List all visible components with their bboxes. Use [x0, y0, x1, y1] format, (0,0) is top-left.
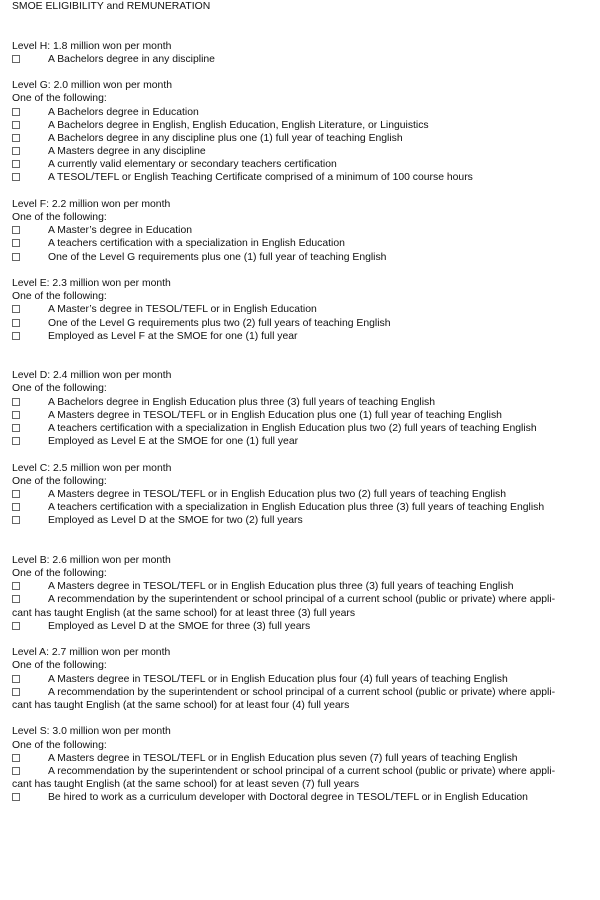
list-item-text: Be hired to work as a curriculum developer with Doctoral degree in TESOL/TEFL or in English Education	[48, 792, 528, 804]
list-item	[12, 303, 588, 316]
list-item	[12, 435, 588, 448]
checkbox-bullet-icon	[12, 134, 20, 142]
list-item-text: Employed as Level D at the SMOE for three (3) full years	[48, 620, 311, 632]
list-item-text: A recommendation by the superintendent or school principal of a current school (public or private) where appli-	[48, 765, 556, 777]
checkbox-bullet-icon	[12, 160, 20, 168]
checkbox-bullet-icon	[12, 516, 20, 524]
checkbox-bullet-icon	[12, 595, 20, 603]
section-subheading: One of the following:	[12, 660, 107, 672]
spacer	[12, 264, 588, 277]
checkbox-bullet-icon	[12, 767, 20, 775]
list-item-text: A Masters degree in TESOL/TEFL or in English Education plus four (4) full years of teaching English	[48, 673, 508, 685]
checkbox-bullet-icon	[12, 239, 20, 247]
checkbox-bullet-icon	[12, 411, 20, 419]
list-item	[12, 106, 588, 119]
checkbox-bullet-icon	[12, 226, 20, 234]
checkbox-bullet-icon	[12, 754, 20, 762]
list-item	[12, 752, 588, 765]
list-item-text: One of the Level G requirements plus one (1) full year of teaching English	[48, 251, 387, 263]
spacer	[12, 185, 588, 198]
list-item	[12, 501, 588, 514]
section-level-b	[12, 554, 588, 633]
checkbox-bullet-icon	[12, 398, 20, 406]
list-item	[12, 237, 588, 250]
list-item	[12, 620, 588, 633]
checkbox-bullet-icon	[12, 121, 20, 129]
checkbox-bullet-icon	[12, 305, 20, 313]
list-item-text-continuation: cant has taught English (at the same school) for at least seven (7) full years	[12, 779, 360, 791]
list-item	[12, 224, 588, 237]
section-heading: Level S: 3.0 million won per month	[12, 726, 171, 738]
list-item-text: Employed as Level F at the SMOE for one (1) full year	[48, 330, 298, 342]
section-level-a	[12, 646, 588, 712]
list-item-text: Employed as Level E at the SMOE for one (1) full year	[48, 436, 299, 448]
list-item-text: A Bachelors degree in any discipline plus one (1) full year of teaching English	[48, 132, 403, 144]
checkbox-bullet-icon	[12, 173, 20, 181]
checkbox-bullet-icon	[12, 503, 20, 511]
section-heading: Level D: 2.4 million won per month	[12, 370, 172, 382]
list-item	[12, 593, 588, 619]
list-item-text-continuation: cant has taught English (at the same school) for at least three (3) full years	[12, 607, 356, 619]
list-item-text-continuation: cant has taught English (at the same school) for at least four (4) full years	[12, 699, 350, 711]
checkbox-bullet-icon	[12, 582, 20, 590]
spacer	[12, 633, 588, 646]
section-level-h	[12, 40, 588, 66]
section-level-c	[12, 462, 588, 528]
list-item	[12, 119, 588, 132]
list-item	[12, 765, 588, 791]
list-item-text: A Masters degree in TESOL/TEFL or in English Education plus two (2) full years of teaching English	[48, 488, 506, 500]
list-item-text: A Bachelors degree in English Education plus three (3) full years of teaching English	[48, 396, 435, 408]
list-item	[12, 145, 588, 158]
section-level-g	[12, 79, 588, 185]
list-item-text: A Masters degree in TESOL/TEFL or in English Education plus one (1) full year of teaching English	[48, 409, 502, 421]
section-heading: Level F: 2.2 million won per month	[12, 198, 171, 210]
section-level-f	[12, 198, 588, 264]
checkbox-bullet-icon	[12, 688, 20, 696]
list-item	[12, 673, 588, 686]
section-subheading: One of the following:	[12, 291, 107, 303]
checkbox-bullet-icon	[12, 55, 20, 63]
checkbox-bullet-icon	[12, 437, 20, 445]
document-title: SMOE ELIGIBILITY and REMUNERATION	[12, 1, 211, 12]
spacer	[12, 528, 588, 554]
list-item	[12, 488, 588, 501]
list-item	[12, 53, 588, 66]
list-item	[12, 514, 588, 527]
list-item	[12, 409, 588, 422]
spacer	[12, 712, 588, 725]
spacer	[12, 66, 588, 79]
checkbox-bullet-icon	[12, 424, 20, 432]
list-item-text: A Master’s degree in TESOL/TEFL or in English Education	[48, 304, 317, 316]
list-item	[12, 330, 588, 343]
section-heading: Level G: 2.0 million won per month	[12, 80, 172, 92]
list-item	[12, 686, 588, 712]
list-item	[12, 791, 588, 804]
section-heading: Level A: 2.7 million won per month	[12, 647, 171, 659]
section-subheading: One of the following:	[12, 739, 107, 751]
section-heading: Level B: 2.6 million won per month	[12, 554, 171, 566]
list-item	[12, 422, 588, 435]
list-item-text: A Bachelors degree in any discipline	[48, 53, 215, 65]
list-item-text: A teachers certification with a specialization in English Education	[48, 238, 345, 250]
section-subheading: One of the following:	[12, 212, 107, 224]
list-item-text: A Masters degree in any discipline	[48, 146, 206, 158]
list-item-text: One of the Level G requirements plus two (2) full years of teaching English	[48, 317, 391, 329]
list-item	[12, 171, 588, 184]
list-item-text: A TESOL/TEFL or English Teaching Certificate comprised of a minimum of 100 course hours	[48, 172, 473, 184]
checkbox-bullet-icon	[12, 675, 20, 683]
list-item	[12, 580, 588, 593]
spacer	[12, 448, 588, 461]
list-item-text: A teachers certification with a specialization in English Education plus two (2) full years of teaching English	[48, 423, 537, 435]
list-item-text: A Master’s degree in Education	[48, 225, 193, 237]
checkbox-bullet-icon	[12, 622, 20, 630]
checkbox-bullet-icon	[12, 793, 20, 801]
checkbox-bullet-icon	[12, 108, 20, 116]
checkbox-bullet-icon	[12, 332, 20, 340]
spacer	[12, 343, 588, 369]
list-item-text: A recommendation by the superintendent or school principal of a current school (public or private) where appli-	[48, 594, 556, 606]
section-level-s	[12, 725, 588, 804]
checkbox-bullet-icon	[12, 490, 20, 498]
list-item-text: A Bachelors degree in English, English Education, English Literature, or Linguistics	[48, 119, 429, 131]
list-item-text: A teachers certification with a specialization in English Education plus three (3) full years of teaching English	[48, 502, 545, 514]
section-subheading: One of the following:	[12, 568, 107, 580]
list-item-text: A currently valid elementary or secondary teachers certification	[48, 159, 337, 171]
checkbox-bullet-icon	[12, 319, 20, 327]
section-heading: Level E: 2.3 million won per month	[12, 277, 171, 289]
section-subheading: One of the following:	[12, 383, 107, 395]
section-heading: Level C: 2.5 million won per month	[12, 462, 172, 474]
list-item-text: A Masters degree in TESOL/TEFL or in English Education plus seven (7) full years of teaching English	[48, 752, 518, 764]
section-heading: Level H: 1.8 million won per month	[12, 40, 172, 52]
section-subheading: One of the following:	[12, 93, 107, 105]
list-item-text: A recommendation by the superintendent or school principal of a current school (public or private) where appli-	[48, 686, 556, 698]
checkbox-bullet-icon	[12, 253, 20, 261]
list-item	[12, 396, 588, 409]
list-item-text: A Bachelors degree in Education	[48, 106, 199, 118]
list-item	[12, 317, 588, 330]
list-item	[12, 158, 588, 171]
section-level-d	[12, 369, 588, 448]
section-level-e	[12, 277, 588, 343]
list-item	[12, 132, 588, 145]
section-subheading: One of the following:	[12, 475, 107, 487]
list-item	[12, 251, 588, 264]
checkbox-bullet-icon	[12, 147, 20, 155]
list-item-text: Employed as Level D at the SMOE for two (2) full years	[48, 515, 303, 527]
spacer	[12, 13, 588, 39]
list-item-text: A Masters degree in TESOL/TEFL or in English Education plus three (3) full years of teaching English	[48, 581, 514, 593]
